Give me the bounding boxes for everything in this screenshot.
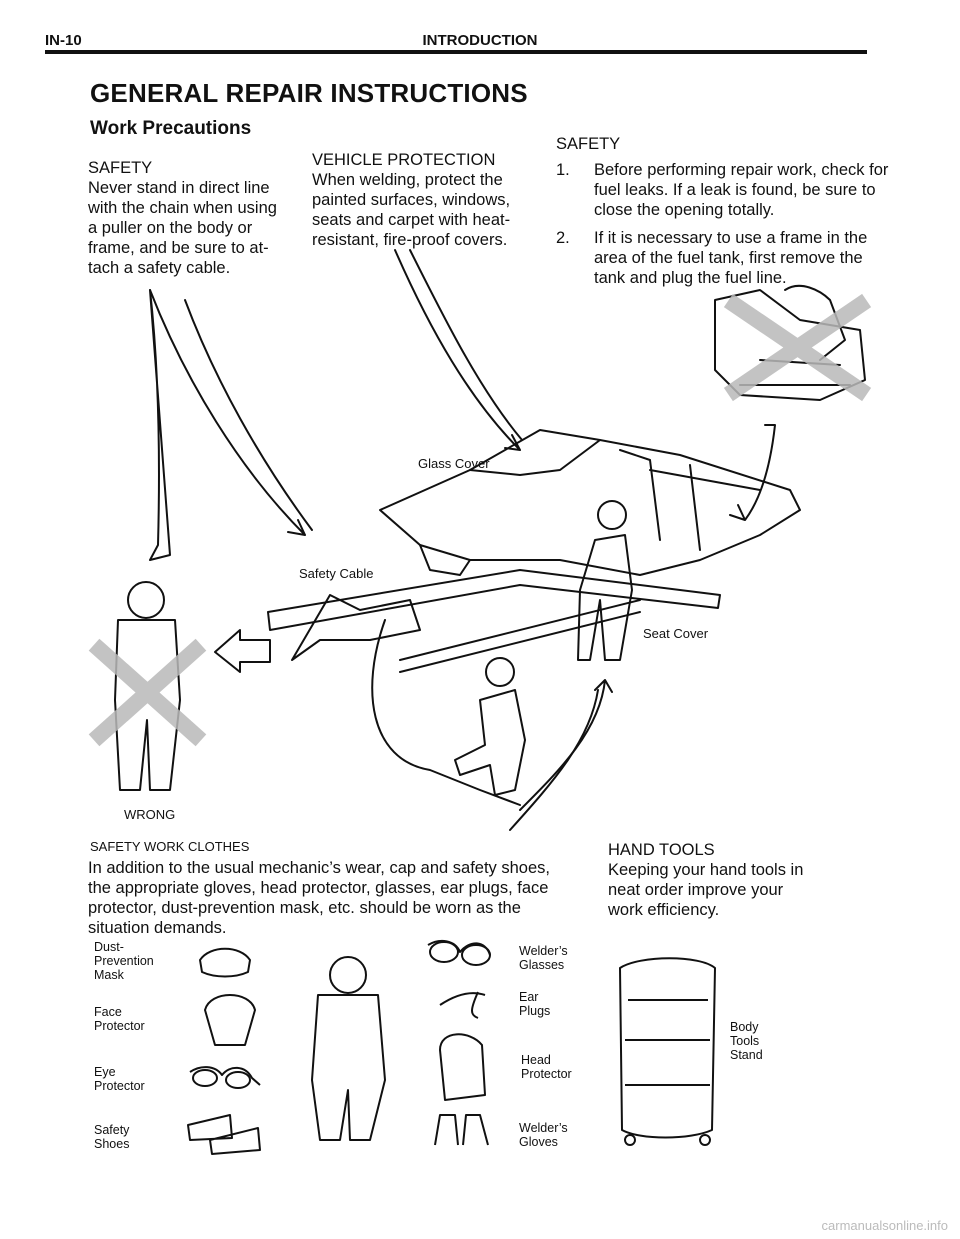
clothes-text: [88, 858, 568, 938]
safety-left-title: SAFETY: [88, 159, 153, 177]
body-tools-stand: [620, 958, 715, 1137]
safety-step-1: [556, 160, 896, 220]
label-line: Head: [521, 1053, 551, 1067]
ear-plugs-icon: [440, 992, 485, 1018]
wrong-label: WRONG: [124, 807, 176, 822]
label-line: Dust-: [94, 940, 124, 954]
safety-steps-list: [556, 160, 896, 288]
arrow-to-glass-cover: [395, 250, 520, 450]
safety-cable-label: Safety Cable: [299, 566, 374, 581]
glass-cover-label: Glass Cover: [418, 456, 490, 471]
vehicle-protection-line-1: When welding, protect the: [312, 171, 503, 189]
label-line: Prevention: [94, 954, 154, 968]
label-dust-mask: [94, 940, 154, 982]
hand-tools-block: [608, 840, 848, 920]
pull-direction-arrow: [215, 630, 270, 672]
label-line: Protector: [94, 1079, 145, 1093]
safety-right-block: [556, 134, 896, 296]
label-line: Stand: [730, 1048, 763, 1062]
label-face-protector: [94, 1005, 145, 1033]
welders-gloves-icon: [435, 1115, 488, 1145]
safety-left-line-3: a puller on the body or: [88, 219, 253, 237]
label-line: Mask: [94, 968, 124, 982]
label-ear-plugs: [519, 990, 550, 1018]
hand-tools-line-2: neat order improve your: [608, 881, 784, 899]
vehicle-protection-line-3: seats and carpet with heat-: [312, 211, 511, 229]
section-title: Work Precautions: [90, 118, 252, 139]
arrow-to-clothes: [520, 680, 612, 810]
clothes-line-4: situation demands.: [88, 919, 227, 937]
hand-tools-line-3: work efficiency.: [608, 901, 720, 919]
label-welders-glasses: [519, 944, 568, 972]
clothes-line-3: protector, dust-prevention mask, etc. should be worn as the: [88, 899, 521, 917]
seat-cover-label: Seat Cover: [643, 626, 709, 641]
label-line: Welder’s: [519, 944, 568, 958]
page-title: GENERAL REPAIR INSTRUCTIONS: [90, 78, 528, 108]
face-protector-icon: [205, 995, 255, 1045]
step-number: 2.: [556, 229, 570, 247]
clothes-line-1: In addition to the usual mechanic’s wear, cap and safety shoes,: [88, 859, 550, 877]
clothes-figure: [312, 995, 385, 1140]
safety-shoes-icon: [188, 1115, 260, 1154]
label-line: Eye: [94, 1065, 116, 1079]
label-line: Protector: [521, 1067, 572, 1081]
label-line: Welder’s: [519, 1121, 568, 1135]
safety-step-2: [556, 228, 896, 288]
label-line: Plugs: [519, 1004, 551, 1018]
vehicle-protection-block: [312, 150, 542, 250]
site-watermark: carmanualsonline.info: [821, 1218, 948, 1233]
label-line: Face: [94, 1005, 122, 1019]
label-line: Protector: [94, 1019, 145, 1033]
label-line: Tools: [730, 1034, 760, 1048]
step-number: 1.: [556, 161, 570, 179]
vehicle-protection-line-4: resistant, fire-proof covers.: [312, 231, 508, 249]
hand-tools-title: HAND TOOLS: [608, 841, 715, 859]
label-line: Ear: [519, 990, 539, 1004]
label-line: Shoes: [94, 1137, 130, 1151]
label-body-tools-stand: [730, 1020, 763, 1062]
hand-tools-line-1: Keeping your hand tools in: [608, 861, 804, 879]
kneeling-person: [455, 690, 525, 795]
chapter-title: INTRODUCTION: [422, 32, 538, 49]
label-line: Body: [730, 1020, 759, 1034]
safety-left-line-5: tach a safety cable.: [88, 259, 231, 277]
dust-mask-icon: [200, 949, 250, 977]
step-text: Before performing repair work, check for fuel leaks. If a leak is found, be sure to close the opening totally.: [594, 161, 889, 219]
arrow-left-to-car: [150, 290, 305, 535]
step-text: If it is necessary to use a frame in the area of the fuel tank, first remove the tank and plug the fuel line.: [594, 229, 868, 287]
vehicle-protection-line-2: painted surfaces, windows,: [312, 191, 511, 209]
vehicle-protection-title: VEHICLE PROTECTION: [312, 151, 496, 169]
label-eye-protector: [94, 1065, 145, 1093]
clothes-title: SAFETY WORK CLOTHES: [90, 839, 250, 854]
safety-left-block: [88, 158, 293, 278]
label-safety-shoes: [94, 1123, 129, 1151]
label-line: Gloves: [519, 1135, 558, 1149]
page-code: IN-10: [45, 32, 82, 49]
safety-left-line-1: Never stand in direct line: [88, 179, 270, 197]
label-line: Safety: [94, 1123, 130, 1137]
safety-right-title: SAFETY: [556, 135, 621, 153]
label-welders-gloves: [519, 1121, 568, 1149]
clothes-line-2: the appropriate gloves, head protector, glasses, ear plugs, face: [88, 879, 549, 897]
safety-left-line-2: with the chain when using: [88, 199, 277, 217]
head-protector-icon: [440, 1034, 485, 1100]
safety-left-line-4: frame, and be sure to at-: [88, 239, 269, 257]
label-line: Glasses: [519, 958, 565, 972]
label-head-protector: [521, 1053, 572, 1081]
